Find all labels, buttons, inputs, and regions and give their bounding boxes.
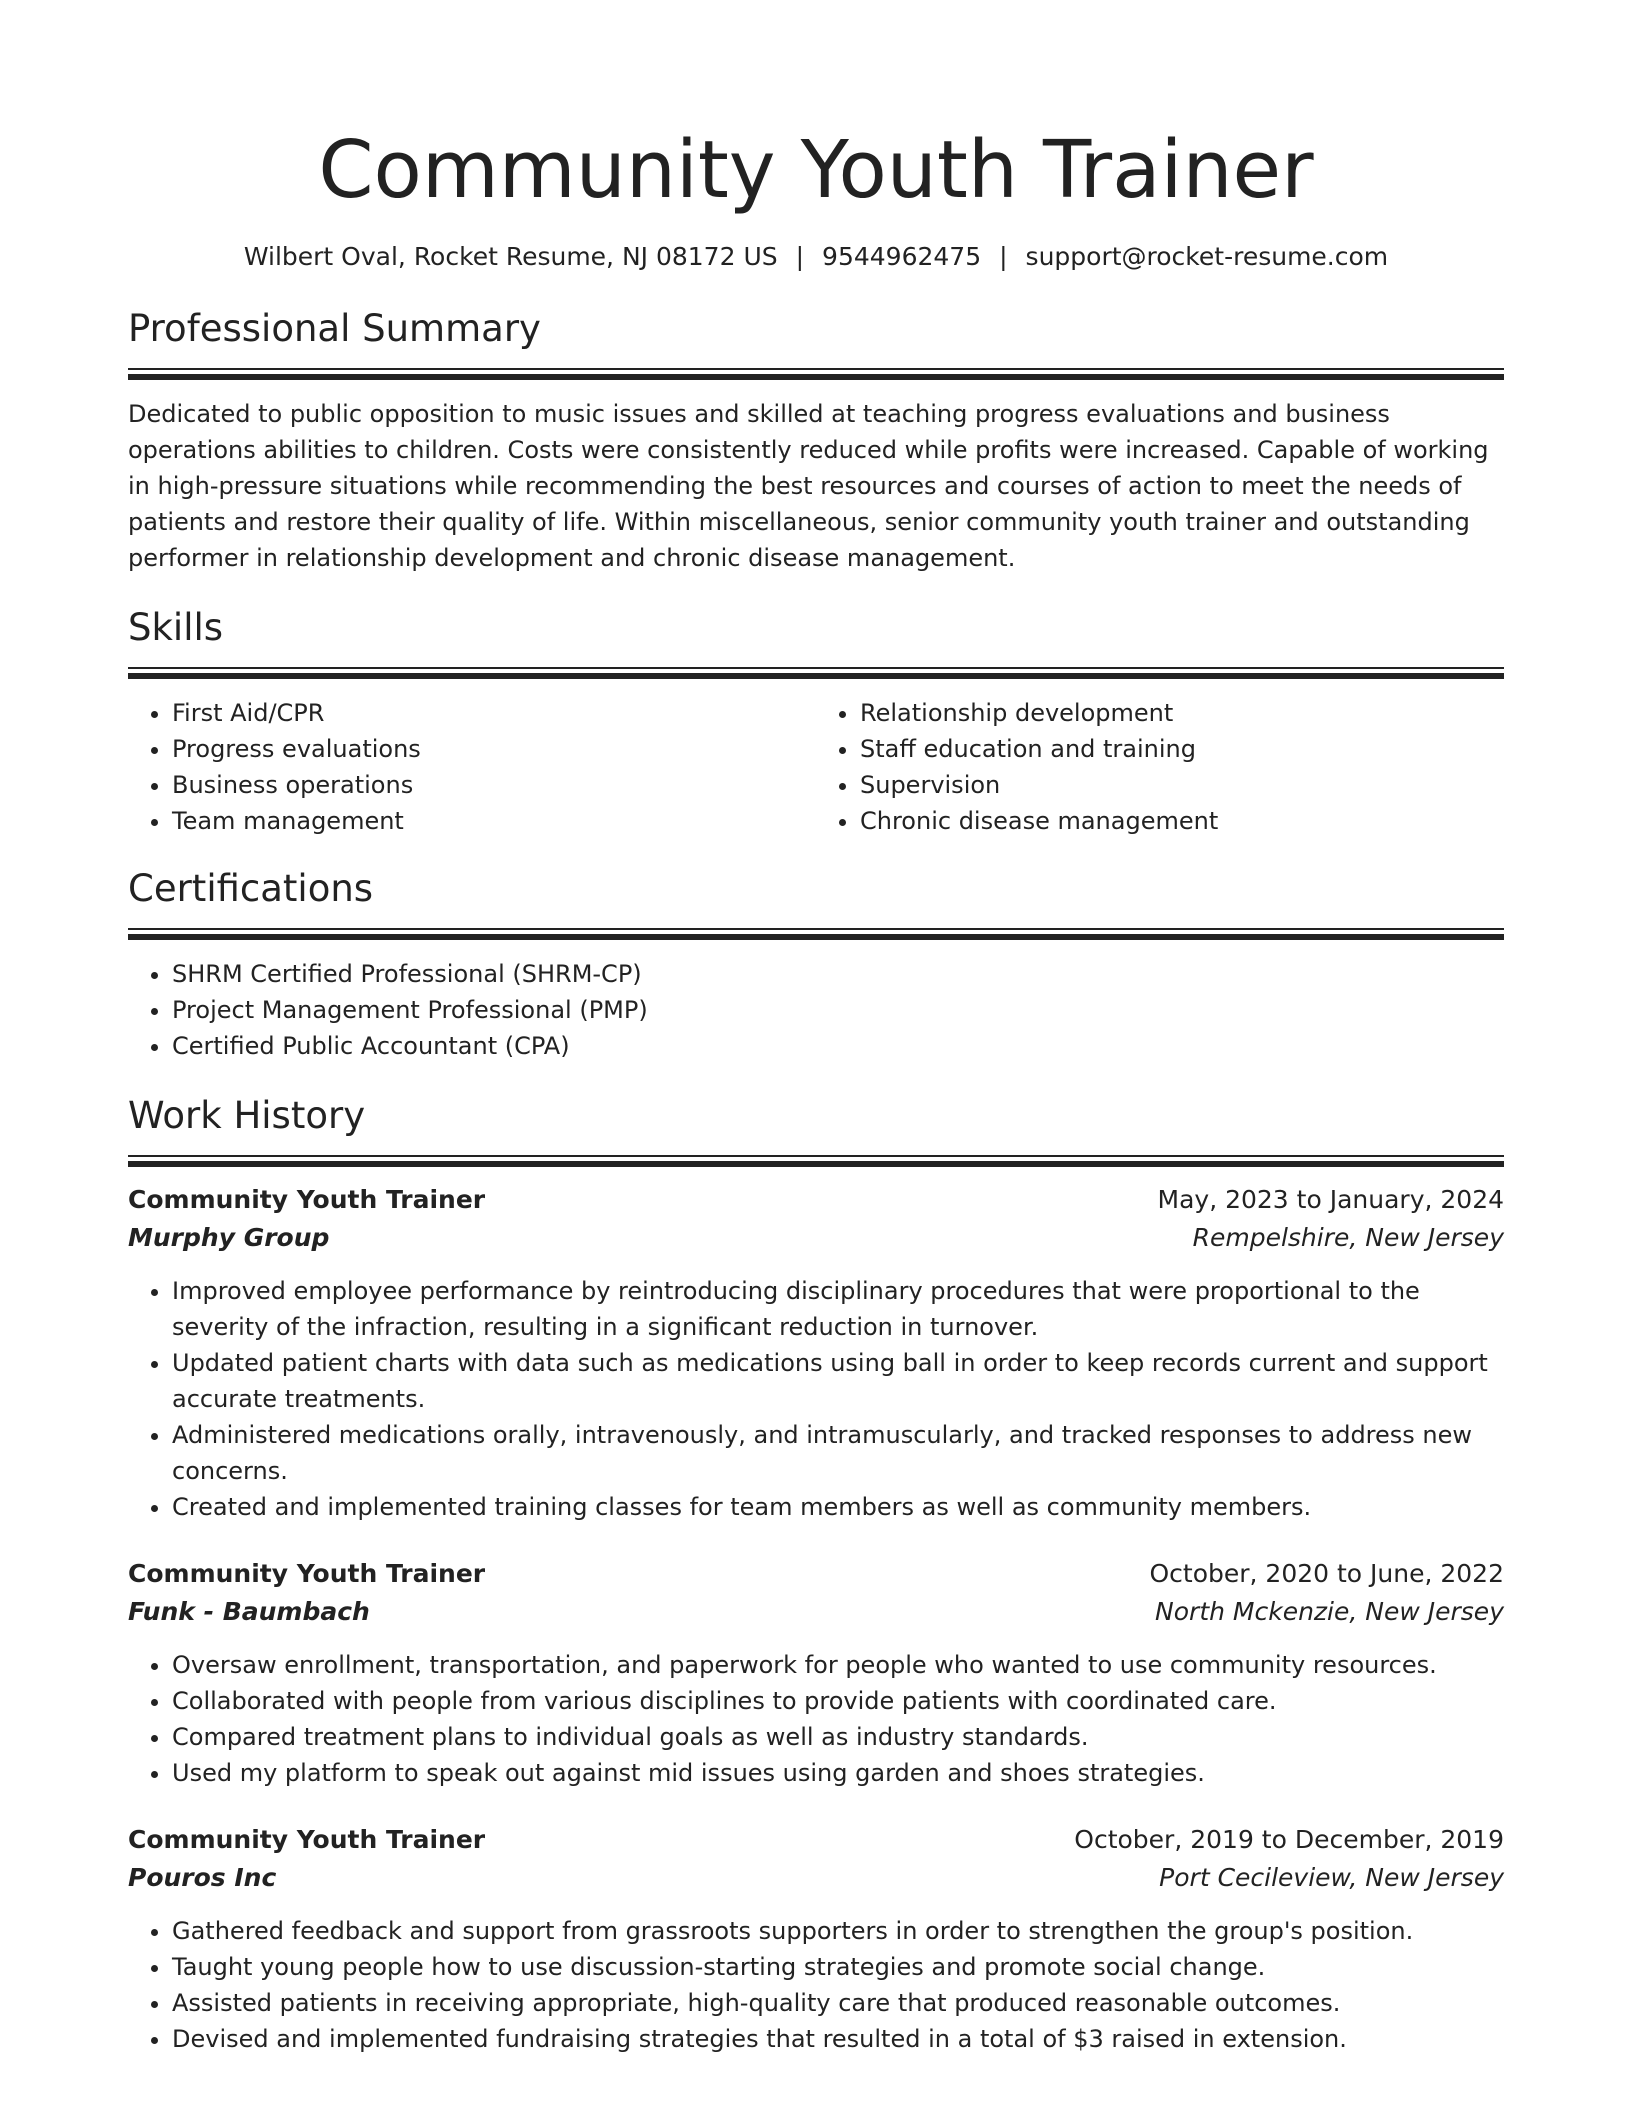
job-title: Community Youth Trainer	[128, 1559, 486, 1588]
job-entry	[128, 1821, 1504, 2057]
job-dates: May, 2023 to January, 2024	[1157, 1185, 1504, 1214]
job-title: Community Youth Trainer	[128, 1185, 486, 1214]
job-bullet: • Compared treatment plans to individual goals as well as industry standards.	[172, 1719, 1504, 1755]
job-subheader	[128, 1593, 1504, 1631]
skills-list-left	[128, 695, 816, 839]
resume-name: Community Youth Trainer	[318, 124, 1314, 216]
skill-item: • Staff education and training	[860, 731, 1504, 767]
job-location: Port Cecileview, New Jersey	[1159, 1863, 1504, 1892]
job-bullet: • Updated patient charts with data such as medications using ball in order to keep records current and support accurate treatments.	[172, 1345, 1504, 1417]
job-bullets	[128, 1913, 1504, 2057]
job-bullets	[128, 1647, 1504, 1791]
skill-item: • Progress evaluations	[172, 731, 816, 767]
job-bullet: • Assisted patients in receiving appropriate, high-quality care that produced reasonable outcomes.	[172, 1985, 1504, 2021]
job-header	[128, 1821, 1504, 1859]
contact-separator: |	[795, 242, 805, 271]
job-bullet: • Oversaw enrollment, transportation, and paperwork for people who wanted to use community resources.	[172, 1647, 1504, 1683]
job-location: Rempelshire, New Jersey	[1192, 1223, 1504, 1252]
section-title: Certifications	[128, 867, 374, 910]
job-bullet: • Devised and implemented fundraising strategies that resulted in a total of $3 raised in extension.	[172, 2021, 1504, 2057]
certification-item: • Certified Public Accountant (CPA)	[172, 1028, 1504, 1064]
skill-item: • Business operations	[172, 767, 816, 803]
job-header	[128, 1555, 1504, 1593]
job-company: Funk - Baumbach	[128, 1597, 370, 1626]
skills-list-right	[816, 695, 1504, 839]
job-entry	[128, 1181, 1504, 1525]
job-dates: October, 2019 to December, 2019	[1074, 1825, 1504, 1854]
job-subheader	[128, 1219, 1504, 1257]
section-divider	[128, 368, 1504, 380]
contact-email: support@rocket-resume.com	[1025, 242, 1389, 271]
summary-section	[128, 305, 1504, 576]
contact-separator: |	[999, 242, 1008, 271]
job-dates: October, 2020 to June, 2022	[1149, 1559, 1504, 1588]
job-bullet: • Gathered feedback and support from grassroots supporters in order to strengthen the group's position.	[172, 1913, 1504, 1949]
job-bullet: • Created and implemented training classes for team members as well as community members.	[172, 1489, 1504, 1525]
section-divider	[128, 928, 1504, 940]
certification-item: • Project Management Professional (PMP)	[172, 992, 1504, 1028]
job-header	[128, 1181, 1504, 1219]
section-title: Skills	[128, 606, 224, 649]
certifications-list	[128, 956, 1504, 1064]
skills-section	[128, 604, 1504, 839]
section-divider	[128, 667, 1504, 679]
contact-address: Wilbert Oval, Rocket Resume, NJ 08172 US	[243, 242, 778, 271]
job-bullet: • Improved employee performance by reintroducing disciplinary procedures that were proportional to the severity of the infraction, resulting in a significant reduction in turnover.	[172, 1273, 1504, 1345]
summary-text: Dedicated to public opposition to music issues and skilled at teaching progress evaluations and business operations abilities to children. Costs were consistently reduced while profits were increased. Capable of working in high-pressure situations while recommending the best resources and courses of action to meet the needs of patients and restore their quality of life. Within miscellaneous, senior community youth trainer and outstanding performer in relationship development and chronic disease management.	[128, 400, 1489, 572]
certification-item: • SHRM Certified Professional (SHRM-CP)	[172, 956, 1504, 992]
job-bullets	[128, 1273, 1504, 1525]
job-company: Pouros Inc	[128, 1863, 277, 1892]
skills-columns	[128, 695, 1504, 839]
skill-item: • Supervision	[860, 767, 1504, 803]
job-bullet: • Used my platform to speak out against mid issues using garden and shoes strategies.	[172, 1755, 1504, 1791]
job-entry	[128, 1555, 1504, 1791]
skill-item: • Chronic disease management	[860, 803, 1504, 839]
job-title: Community Youth Trainer	[128, 1825, 486, 1854]
certifications-section	[128, 865, 1504, 1064]
skill-item: • First Aid/CPR	[172, 695, 816, 731]
job-bullet: • Taught young people how to use discussion-starting strategies and promote social change.	[172, 1949, 1504, 1985]
job-company: Murphy Group	[128, 1223, 330, 1252]
skill-item: • Team management	[172, 803, 816, 839]
job-bullet: • Collaborated with people from various disciplines to provide patients with coordinated care.	[172, 1683, 1504, 1719]
section-title: Work History	[128, 1094, 366, 1137]
contact-phone: 9544962475	[822, 242, 982, 271]
job-location: North Mckenzie, New Jersey	[1155, 1597, 1504, 1626]
job-bullet: • Administered medications orally, intravenously, and intramuscularly, and tracked responses to address new concerns.	[172, 1417, 1504, 1489]
skill-item: • Relationship development	[860, 695, 1504, 731]
job-subheader	[128, 1859, 1504, 1897]
work-history-section	[128, 1092, 1504, 2057]
section-divider	[128, 1155, 1504, 1167]
section-title: Professional Summary	[128, 307, 541, 350]
contact-line	[128, 240, 1504, 274]
